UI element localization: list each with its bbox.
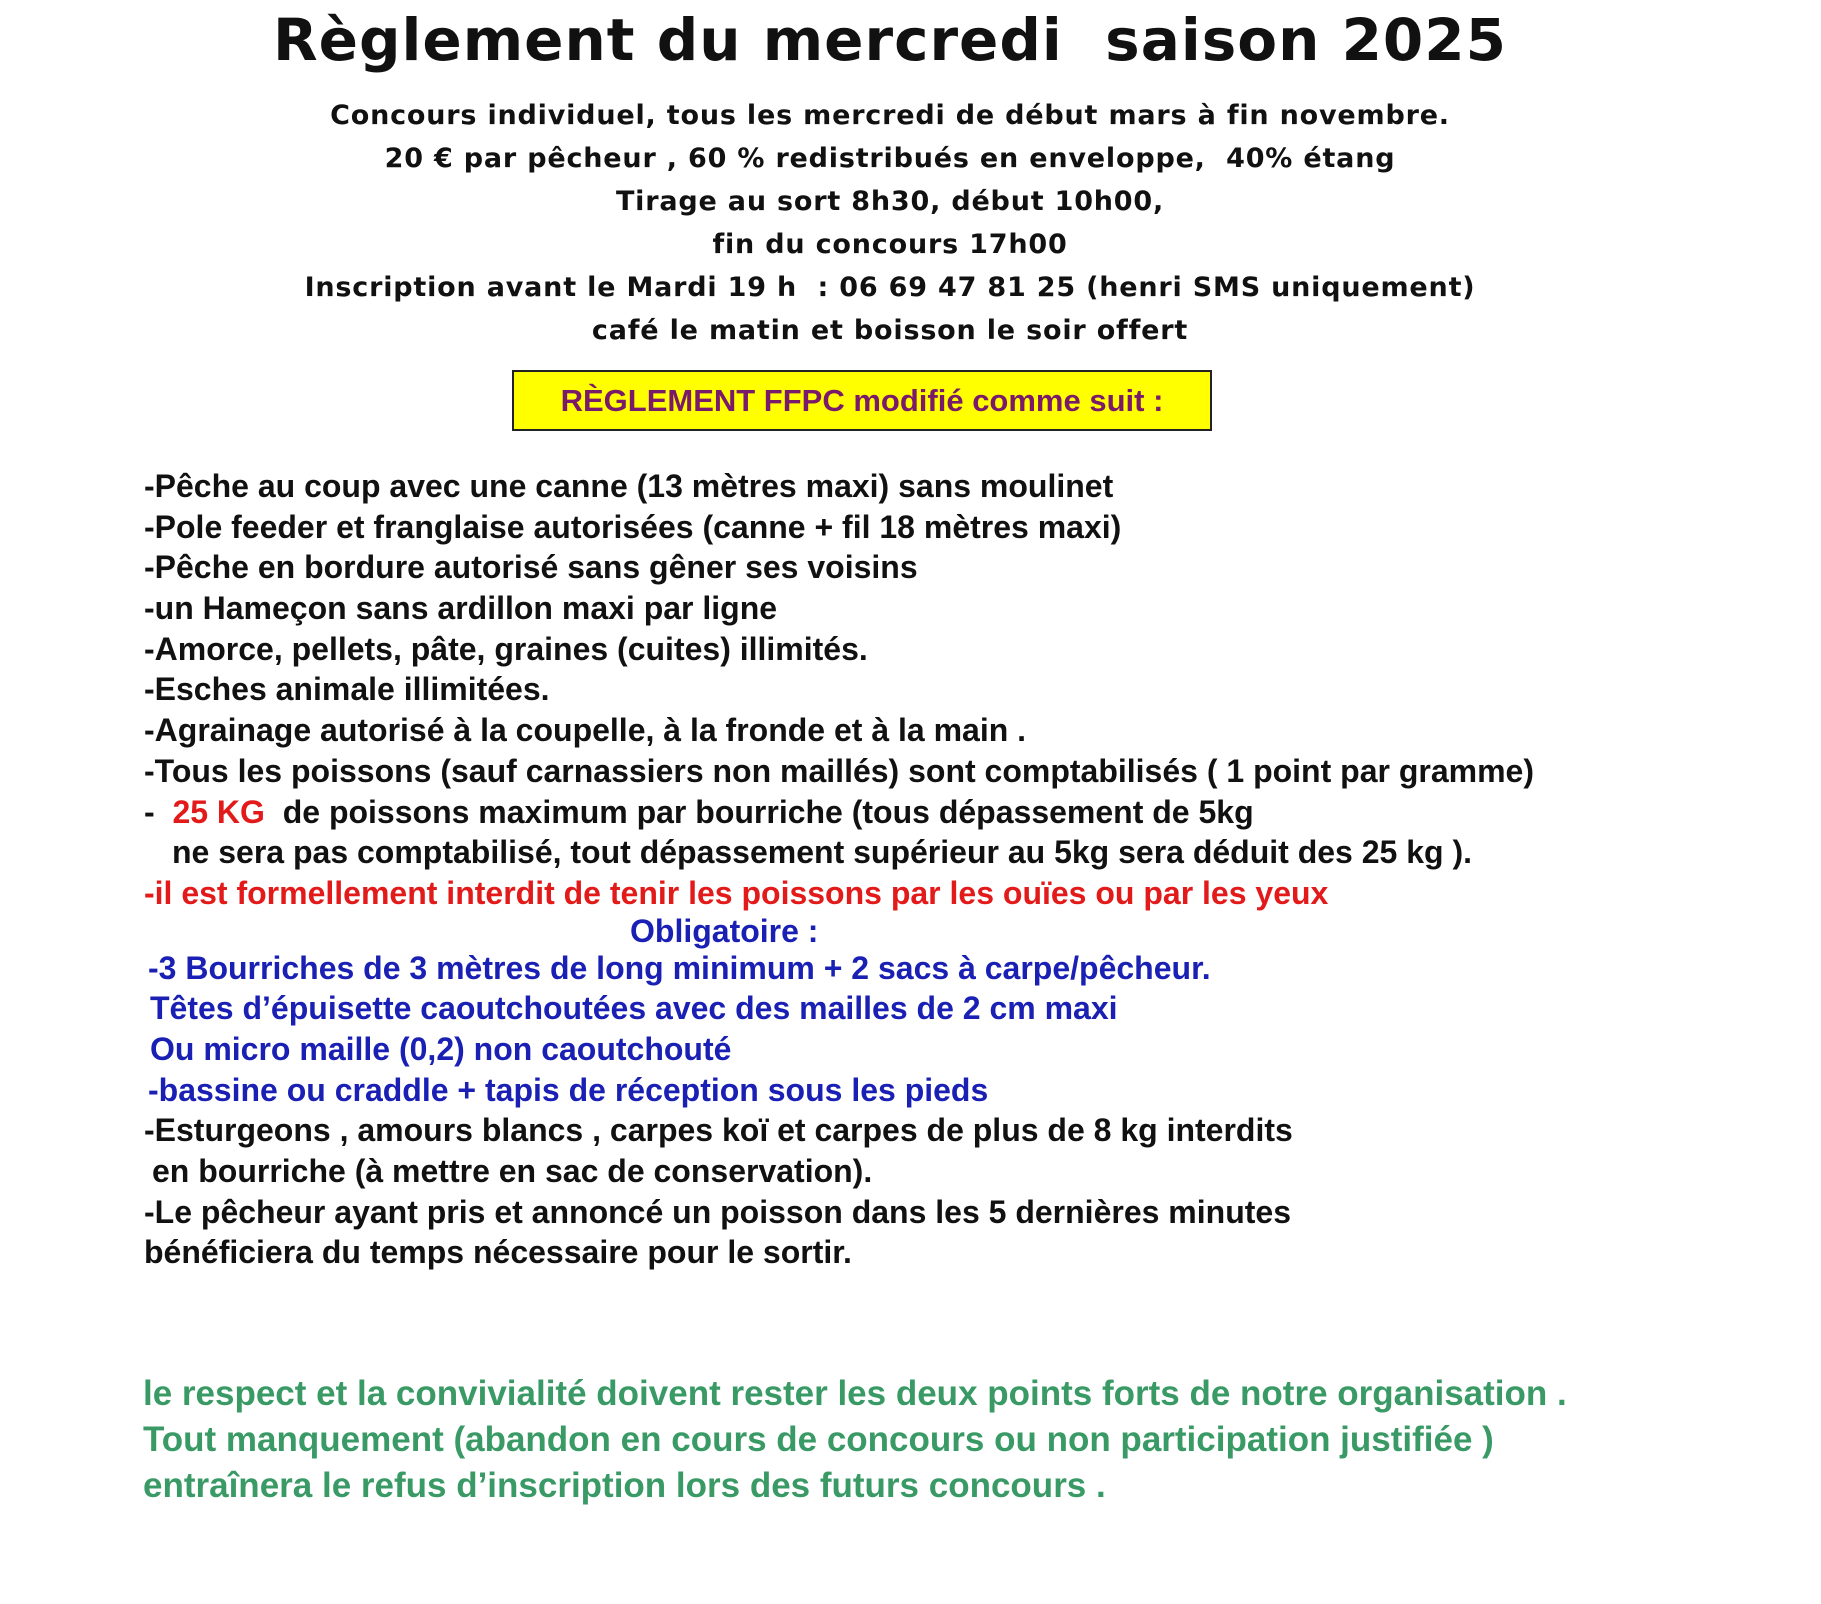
rule-line: ne sera pas comptabilisé, tout dépassement supérieur au 5kg sera déduit des 25 kg ). [172,834,1472,871]
obligatoire-line: Têtes d’épuisette caoutchoutées avec des mailles de 2 cm maxi [150,990,1118,1027]
rule-line: -Tous les poissons (sauf carnassiers non maillés) sont comptabilisés ( 1 point par gramme) [144,752,1534,789]
header-line-tirage: Tirage au sort 8h30, début 10h00, [615,186,1165,217]
rule-line: -un Hameçon sans ardillon maxi par ligne [144,590,778,627]
obligatoire-line: Ou micro maille (0,2) non caoutchouté [150,1030,732,1067]
footer-line: le respect et la convivialité doivent rester les deux points forts de notre organisation . [143,1374,1567,1413]
rule-line: -Agrainage autorisé à la coupelle, à la fronde et à la main . [144,712,1027,749]
header-info [0,94,1780,352]
obligatoire-line: -bassine ou craddle + tapis de réception sous les pieds [148,1071,989,1108]
footer-notice [143,1371,1567,1509]
page-title: Règlement du mercredi saison 2025 [272,6,1508,74]
header-line-cafe: café le matin et boisson le soir offert [591,315,1189,346]
rule-line: bénéficiera du temps nécessaire pour le sortir. [144,1234,852,1271]
rule-line: -Esches animale illimitées. [144,671,550,708]
rule-prefix: - [144,793,173,830]
rule-line-forbidden: -il est formellement interdit de tenir les poissons par les ouïes ou par les yeux [144,874,1329,911]
header-line-concours: Concours individuel, tous les mercredi de début mars à fin novembre. [330,100,1450,131]
header-line-fin: fin du concours 17h00 [712,229,1068,260]
rule-line-weight-limit [144,792,1534,833]
rules-list [144,466,1534,1273]
footer-line: entraînera le refus d’inscription lors des futurs concours . [143,1466,1106,1505]
obligatoire-title: Obligatoire : [630,912,819,949]
rule-line: -Pêche au coup avec une canne (13 mètres maxi) sans moulinet [144,468,1114,504]
obligatoire-line: -3 Bourriches de 3 mètres de long minimum + 2 sacs à carpe/pêcheur. [148,949,1211,986]
ffpc-rules-banner: RÈGLEMENT FFPC modifié comme suit : [512,370,1212,431]
rule-line: -Amorce, pellets, pâte, graines (cuites) illimités. [144,630,868,667]
header-line-inscription: Inscription avant le Mardi 19 h : 06 69 47 81 25 (henri SMS uniquement) [304,272,1476,303]
rule-rest: de poissons maximum par bourriche (tous dépassement de 5kg [264,793,1254,830]
rule-line: -Esturgeons , amours blancs , carpes koï et carpes de plus de 8 kg interdits [144,1112,1293,1149]
rule-line: -Le pêcheur ayant pris et annoncé un poisson dans les 5 dernières minutes [144,1193,1291,1230]
header-line-tarif: 20 € par pêcheur , 60 % redistribués en enveloppe, 40% étang [384,143,1396,174]
weight-limit-highlight: 25 KG [172,793,265,830]
rule-line: -Pêche en bordure autorisé sans gêner ses voisins [144,549,918,586]
rule-line: -Pole feeder et franglaise autorisées (canne + fil 18 mètres maxi) [144,508,1122,545]
footer-line: Tout manquement (abandon en cours de concours ou non participation justifiée ) [143,1420,1494,1459]
rule-line: en bourriche (à mettre en sac de conservation). [152,1153,873,1189]
